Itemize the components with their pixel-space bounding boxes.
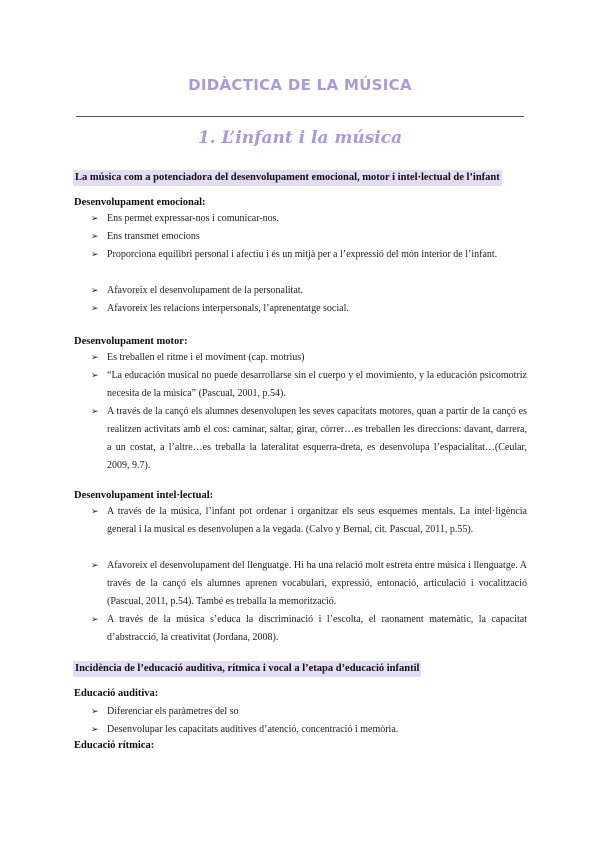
subheading-auditory: Educació auditiva: (74, 688, 159, 699)
list-item: ➢ Es treballen el ritme i el moviment (cap. motrius) (91, 349, 527, 367)
list-item: ➢ Desenvolupar les capacitats auditives d’atenció, concentració i memòria. (91, 721, 527, 739)
arrow-bullet-icon: ➢ (91, 353, 99, 363)
list-item: ➢ “La educación musical no puede desarrollarse sin el cuerpo y el movimiento, y la educación psicomotriz necesita de la música” (Pascual, 2001, p.54). (91, 367, 527, 403)
arrow-bullet-icon: ➢ (91, 507, 99, 517)
list-item: ➢ Afavoreix el desenvolupament del llenguatge. Hi ha una relació molt estreta entre música i llenguatge. A través de la cançó els alumnes aprenen vocabulari, expressió, entonació, articulació i vocalització (Pascual, 2011, p.54). També es treballa la memorització. (91, 557, 527, 611)
list-item: ➢ Ens transmet emocions (91, 228, 527, 246)
list-item: ➢ Diferenciar els paràmetres del so (91, 703, 527, 721)
section-heading-development: La música com a potenciadora del desenvolupament emocional, motor i intel·lectual de l’infant (73, 170, 502, 186)
arrow-bullet-icon: ➢ (91, 286, 99, 296)
document-title: DIDÀCTICA DE LA MÚSICA (188, 76, 412, 94)
chapter-title: 1. L’infant i la música (197, 128, 403, 148)
subheading-motor: Desenvolupament motor: (74, 336, 188, 347)
title-divider (76, 116, 524, 117)
subheading-emotional: Desenvolupament emocional: (74, 197, 206, 208)
arrow-bullet-icon: ➢ (91, 725, 99, 735)
arrow-bullet-icon: ➢ (91, 304, 99, 314)
arrow-bullet-icon: ➢ (91, 407, 99, 417)
arrow-bullet-icon: ➢ (91, 214, 99, 224)
section-heading-education: Incidència de l’educació auditiva, rítmica i vocal a l’etapa d’educació infantil (73, 661, 421, 677)
list-item: ➢ A través de la música s’educa la discriminació i l’escolta, el raonament matemàtic, la capacitat d’abstracció, la creativitat (Jordana, 2008). (91, 611, 527, 647)
arrow-bullet-icon: ➢ (91, 250, 99, 260)
list-item: ➢ Afavoreix les relacions interpersonals, l’aprenentatge social. (91, 300, 527, 318)
list-item: ➢ Ens permet expressar-nos i comunicar-nos. (91, 210, 527, 228)
list-item: ➢ A través de la cançó els alumnes desenvolupen les seves capacitats motores, quan a partir de la cançó es realitzen activitats amb el cos: caminar, saltar, girar, córrer…es treballen les direccions: davant, darrera, a un costat, a l’altre…es treballa la lateralitat esquerra-dreta, es desenvolupa l’espacialitat…(Ceular, 2009, 9.7). (91, 403, 527, 475)
subheading-intellectual: Desenvolupament intel·lectual: (74, 490, 214, 501)
arrow-bullet-icon: ➢ (91, 615, 99, 625)
arrow-bullet-icon: ➢ (91, 232, 99, 242)
subheading-rhythmic: Educació rítmica: (74, 740, 155, 751)
list-item: ➢ Proporciona equilibri personal i afectiu i és un mitjà per a l’expressió del món interior de l’infant. (91, 246, 527, 264)
arrow-bullet-icon: ➢ (91, 561, 99, 571)
arrow-bullet-icon: ➢ (91, 707, 99, 717)
list-item: ➢ Afavoreix el desenvolupament de la personalitat. (91, 282, 527, 300)
arrow-bullet-icon: ➢ (91, 371, 99, 381)
list-item: ➢ A través de la música, l’infant pot ordenar i organitzar els seus esquemes mentals. La intel·ligència general i la musical es desenvolupen a la vegada. (Calvo y Bernal, cit. Pascual, 2011, p.55). (91, 503, 527, 539)
